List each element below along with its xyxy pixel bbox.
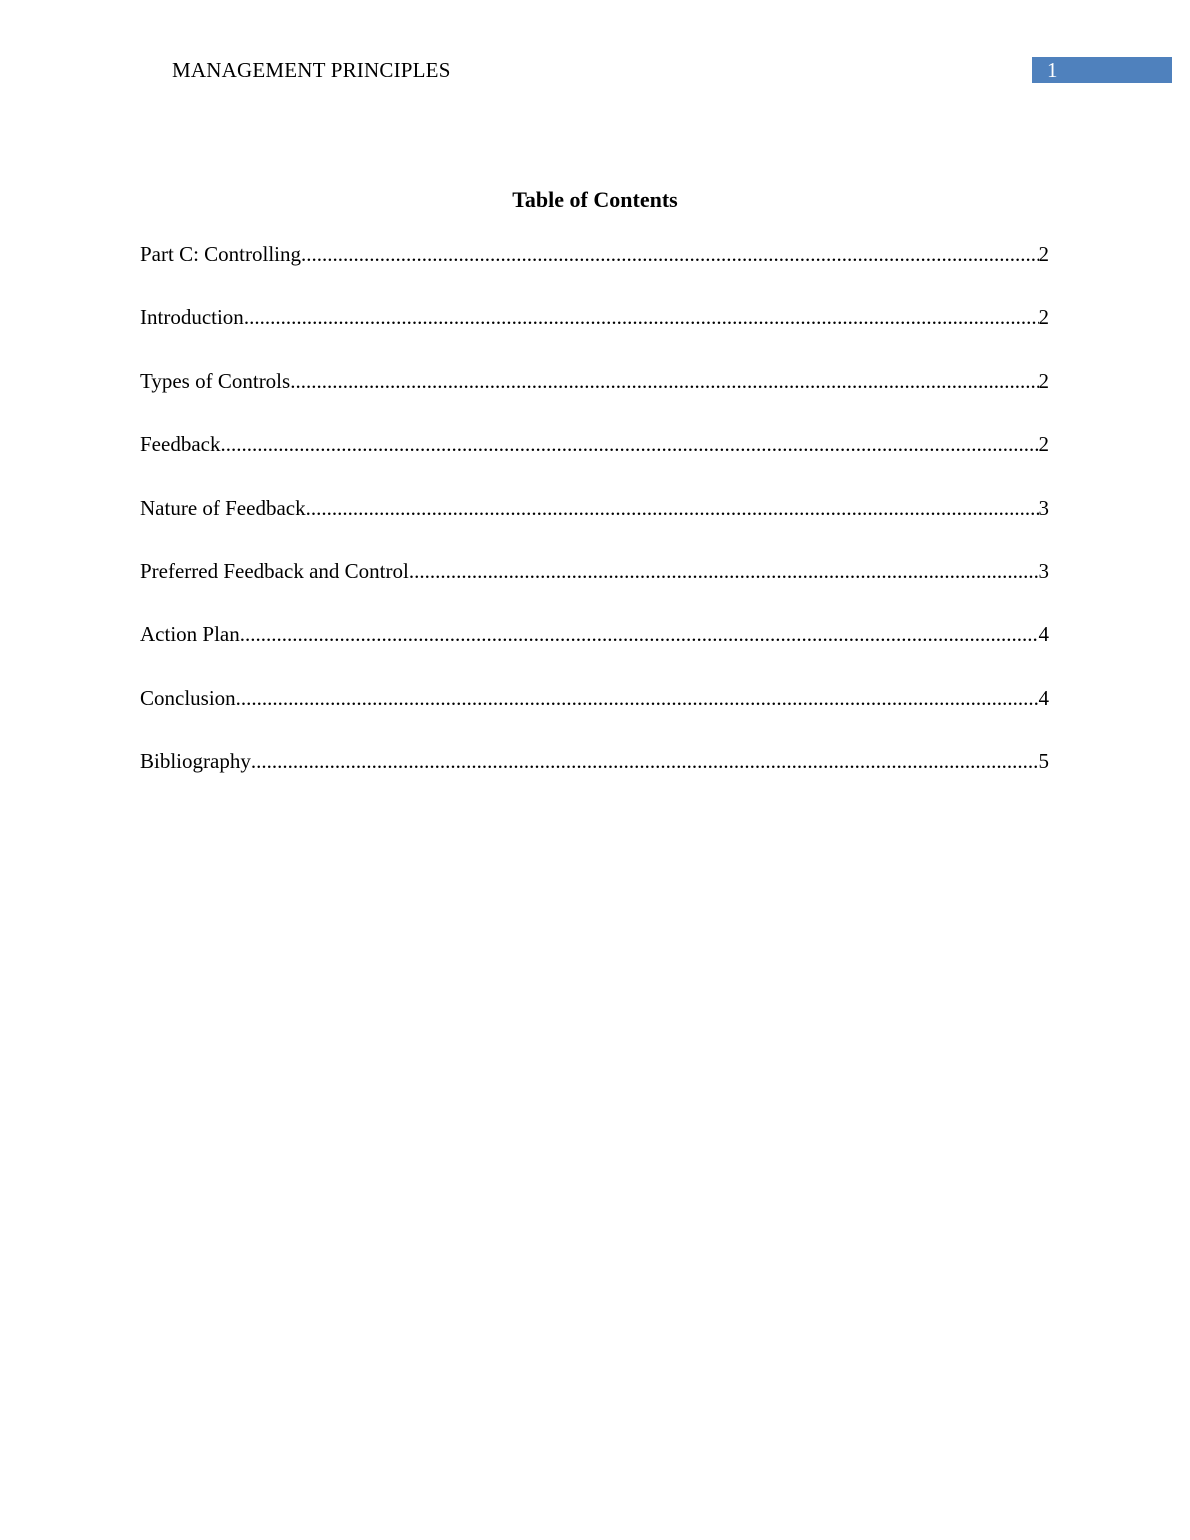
toc-entry-conclusion[interactable] bbox=[140, 684, 1049, 747]
toc-entry-page: 2 bbox=[1038, 432, 1049, 457]
toc-dot-leader bbox=[306, 494, 1039, 522]
toc-entry-page: 2 bbox=[1038, 368, 1049, 393]
toc-dot-leader bbox=[301, 240, 1038, 268]
toc-entry-page: 4 bbox=[1038, 685, 1049, 710]
toc-entry-types-of-controls[interactable] bbox=[140, 367, 1049, 430]
toc-list bbox=[140, 240, 1049, 811]
toc-entry-page: 3 bbox=[1038, 558, 1049, 583]
page-number: 1 bbox=[1032, 57, 1172, 83]
toc-entry-label: Conclusion bbox=[140, 685, 236, 710]
toc-entry-label: Types of Controls bbox=[140, 368, 291, 393]
toc-entry-page: 2 bbox=[1038, 305, 1049, 330]
toc-entry-label: Introduction bbox=[140, 305, 244, 330]
toc-entry-label: Action Plan bbox=[140, 622, 240, 647]
toc-dot-leader bbox=[251, 747, 1039, 775]
toc-entry-page: 2 bbox=[1038, 242, 1049, 266]
toc-entry-feedback[interactable] bbox=[140, 430, 1049, 493]
toc-dot-leader bbox=[290, 367, 1038, 395]
toc-entry-action-plan[interactable] bbox=[140, 620, 1049, 683]
running-head: MANAGEMENT PRINCIPLES bbox=[172, 58, 451, 82]
toc-entry-introduction[interactable] bbox=[140, 303, 1049, 366]
toc-dot-leader bbox=[220, 430, 1038, 458]
toc-entry-page: 4 bbox=[1038, 622, 1049, 647]
toc-entry-label: Preferred Feedback and Control bbox=[140, 558, 409, 583]
toc-dot-leader bbox=[409, 557, 1039, 585]
toc-dot-leader bbox=[244, 303, 1039, 331]
toc-entry-label: Nature of Feedback bbox=[140, 495, 306, 520]
toc-dot-leader bbox=[236, 684, 1039, 712]
toc-entry-label: Bibliography bbox=[140, 749, 251, 774]
toc-entry-label: Part C: Controlling bbox=[140, 242, 302, 266]
toc-title: Table of Contents bbox=[512, 187, 678, 212]
toc-entry-nature-of-feedback[interactable] bbox=[140, 494, 1049, 557]
toc-entry-page: 5 bbox=[1038, 749, 1049, 774]
toc-entry-page: 3 bbox=[1038, 495, 1049, 520]
toc-entry-label: Feedback bbox=[140, 432, 221, 457]
toc-entry-part-c-controlling[interactable] bbox=[140, 240, 1049, 303]
toc-entry-bibliography[interactable] bbox=[140, 747, 1049, 810]
toc-dot-leader bbox=[240, 620, 1039, 648]
toc-entry-preferred-feedback-and-control[interactable] bbox=[140, 557, 1049, 620]
